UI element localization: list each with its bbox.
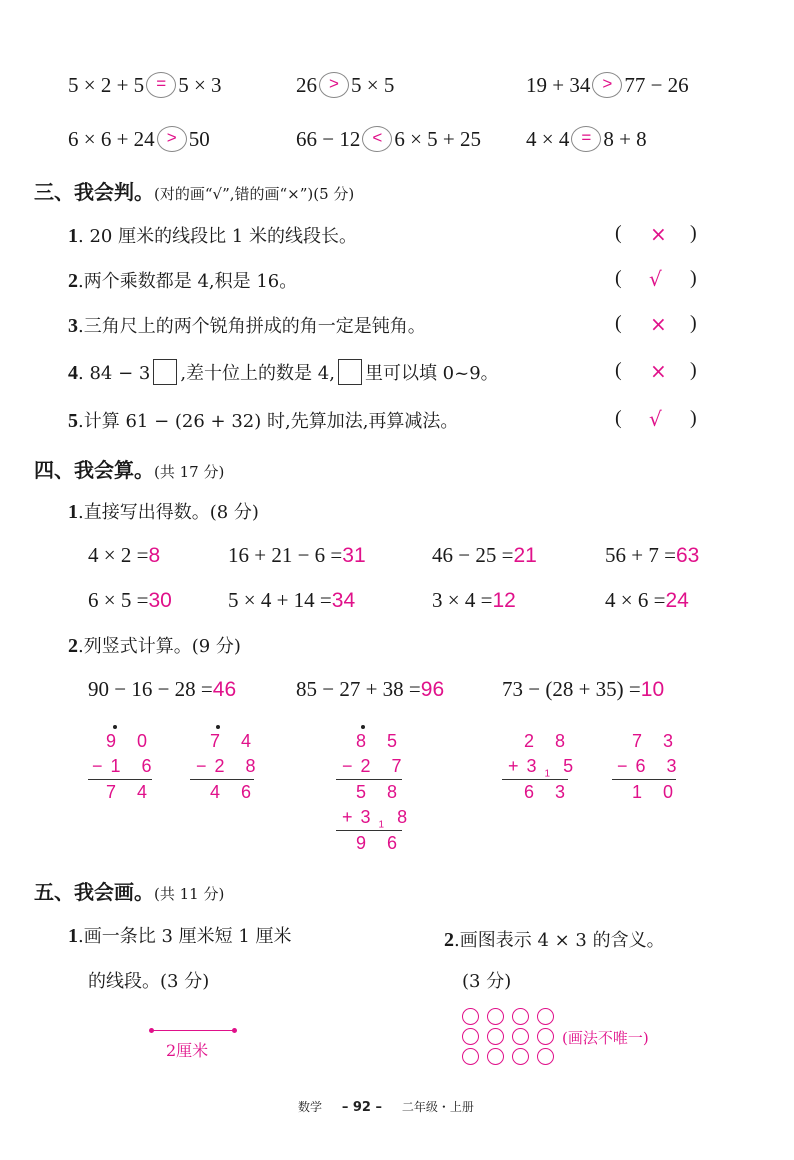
- judge-answer-3: (: [615, 312, 622, 334]
- compare-right: 5 × 5: [351, 73, 395, 97]
- compare-item: [68, 73, 222, 100]
- equation: 85 − 27 + 38 =96: [296, 677, 445, 701]
- vertical-digit-row: −6 3: [617, 756, 685, 776]
- compare-left: 6 × 6 + 24: [68, 127, 155, 151]
- judge-item-5: 5.计算 61 − (26 + 32) 时,先算加法,再算减法。: [68, 410, 459, 432]
- drawn-circle: [512, 1048, 529, 1065]
- drawn-circle: [487, 1048, 504, 1065]
- blank-box: [153, 359, 177, 385]
- segment-endpoint: [232, 1028, 237, 1033]
- compare-left: 5 × 2 + 5: [68, 73, 145, 97]
- segment-endpoint: [149, 1028, 154, 1033]
- compare-right: 77 − 26: [624, 73, 689, 97]
- compare-circle-answer: >: [592, 72, 622, 98]
- vertical-rule: [190, 779, 254, 780]
- paren-close: ): [690, 267, 697, 289]
- drawn-circle: [462, 1028, 479, 1045]
- compare-right: 50: [188, 127, 210, 151]
- equation: 4 × 2 =8: [88, 543, 161, 567]
- paren-close: ): [690, 359, 697, 381]
- equation: 6 × 5 =30: [88, 588, 172, 612]
- equation: 56 + 7 =63: [605, 543, 700, 567]
- vertical-digit-row: −2 7: [342, 756, 410, 776]
- vertical-digit-row: 9 6: [356, 833, 406, 853]
- question-vertical-calc: 2.列竖式计算。(9 分): [68, 635, 241, 657]
- vertical-digit-row: 1 0: [632, 782, 682, 802]
- compare-left: 19 + 34: [526, 73, 591, 97]
- question-draw-segment-line2: 的线段。(3 分): [88, 971, 210, 992]
- vertical-digit-row: $+3_1$ 5: [508, 756, 582, 780]
- vertical-digit-row: 2 8: [524, 731, 574, 751]
- vertical-digit-row: 9 0: [106, 731, 156, 751]
- paren-close: ): [690, 222, 697, 244]
- compare-item: [526, 73, 689, 100]
- judge-item-2: 2.两个乘数都是 4,积是 16。: [68, 270, 298, 292]
- page-number: – 92 –: [341, 1100, 382, 1115]
- compare-left: 26: [296, 73, 317, 97]
- vertical-digit-row: 6 3: [524, 782, 574, 802]
- check-mark-icon: √: [649, 267, 662, 291]
- equation: 73 − (28 + 35) =10: [502, 677, 665, 701]
- compare-circle-answer: =: [571, 126, 601, 152]
- drawn-circle: [512, 1028, 529, 1045]
- vertical-digit-row: 4 6: [210, 782, 260, 802]
- compare-right: 8 + 8: [603, 127, 647, 151]
- judge-answer-1: (: [615, 222, 622, 244]
- vertical-rule: [612, 779, 676, 780]
- blank-box: [338, 359, 362, 385]
- compare-circle-answer: =: [146, 72, 176, 98]
- vertical-digit-row: $+3_1$ 8: [342, 807, 416, 831]
- drawn-circle: [487, 1028, 504, 1045]
- judge-item-3: 3.三角尺上的两个锐角拼成的角一定是钝角。: [68, 315, 426, 337]
- section-heading-draw: 五、我会画。(共 11 分): [34, 880, 225, 904]
- equation: 5 × 4 + 14 =34: [228, 588, 356, 612]
- vertical-digit-row: 5 8: [356, 782, 406, 802]
- drawn-line-segment: [151, 1030, 235, 1031]
- equation: 16 + 21 − 6 =31: [228, 543, 366, 567]
- equation: 90 − 16 − 28 =46: [88, 677, 237, 701]
- vertical-rule: [336, 830, 402, 831]
- vertical-digit-row: 7 3: [632, 731, 682, 751]
- paren-close: ): [690, 407, 697, 429]
- section-heading-calculate: 四、我会算。(共 17 分): [34, 458, 225, 482]
- drawing-note: (画法不唯一): [562, 1029, 649, 1047]
- judge-answer-5: (: [615, 407, 622, 429]
- question-draw-segment: 1.画一条比 3 厘米短 1 厘米: [68, 925, 292, 947]
- compare-circle-answer: <: [362, 126, 392, 152]
- compare-item: [526, 127, 647, 154]
- drawn-circle: [462, 1048, 479, 1065]
- judge-item-1: 1. 20 厘米的线段比 1 米的线段长。: [68, 225, 357, 247]
- check-mark-icon: √: [649, 407, 662, 431]
- footer-grade: 二年级・上册: [401, 1100, 474, 1114]
- compare-circle-answer: >: [319, 72, 349, 98]
- vertical-digit-row: 8 5: [356, 731, 406, 751]
- borrow-dot: [216, 725, 220, 729]
- cross-mark-icon: ×: [650, 222, 667, 246]
- circle-grid: [462, 1008, 554, 1068]
- footer-subject: 数学: [298, 1100, 323, 1114]
- vertical-digit-row: 7 4: [210, 731, 260, 751]
- question-draw-meaning-line2: (3 分): [462, 971, 512, 992]
- cross-mark-icon: ×: [650, 312, 667, 336]
- vertical-rule: [336, 779, 402, 780]
- equation: 3 × 4 =12: [432, 588, 516, 612]
- compare-item: [296, 73, 394, 100]
- vertical-digit-row: −1 6: [92, 756, 160, 776]
- compare-item: [296, 127, 481, 154]
- drawn-circle: [462, 1008, 479, 1025]
- drawn-circle: [537, 1048, 554, 1065]
- compare-item: [68, 127, 210, 154]
- judge-answer-4: (: [615, 359, 622, 381]
- borrow-dot: [361, 725, 365, 729]
- drawn-circle: [512, 1008, 529, 1025]
- compare-right: 6 × 5 + 25: [394, 127, 482, 151]
- drawn-circle: [537, 1028, 554, 1045]
- compare-right: 5 × 3: [178, 73, 222, 97]
- compare-left: 4 × 4: [526, 127, 570, 151]
- compare-circle-answer: >: [157, 126, 187, 152]
- compare-left: 66 − 12: [296, 127, 361, 151]
- borrow-dot: [113, 725, 117, 729]
- judge-answer-2: (: [615, 267, 622, 289]
- section-heading-judge: 三、我会判。(对的画“√”,错的画“×”)(5 分): [34, 180, 355, 204]
- vertical-digit-row: 7 4: [106, 782, 156, 802]
- cross-mark-icon: ×: [650, 359, 667, 383]
- judge-item-4: 4. 84 − 3 ,差十位上的数是 4, 里可以填 0~9。: [68, 359, 499, 387]
- drawn-circle: [537, 1008, 554, 1025]
- question-direct-answers: 1.直接写出得数。(8 分): [68, 501, 259, 523]
- vertical-rule: [88, 779, 152, 780]
- equation: 4 × 6 =24: [605, 588, 689, 612]
- question-draw-meaning: 2.画图表示 4 × 3 的含义。: [444, 929, 665, 951]
- drawn-circle: [487, 1008, 504, 1025]
- vertical-rule: [502, 779, 568, 780]
- segment-length-label: 2厘米: [166, 1041, 209, 1060]
- paren-close: ): [690, 312, 697, 334]
- page-footer: [298, 1098, 474, 1115]
- vertical-digit-row: −2 8: [196, 756, 264, 776]
- equation: 46 − 25 =21: [432, 543, 537, 567]
